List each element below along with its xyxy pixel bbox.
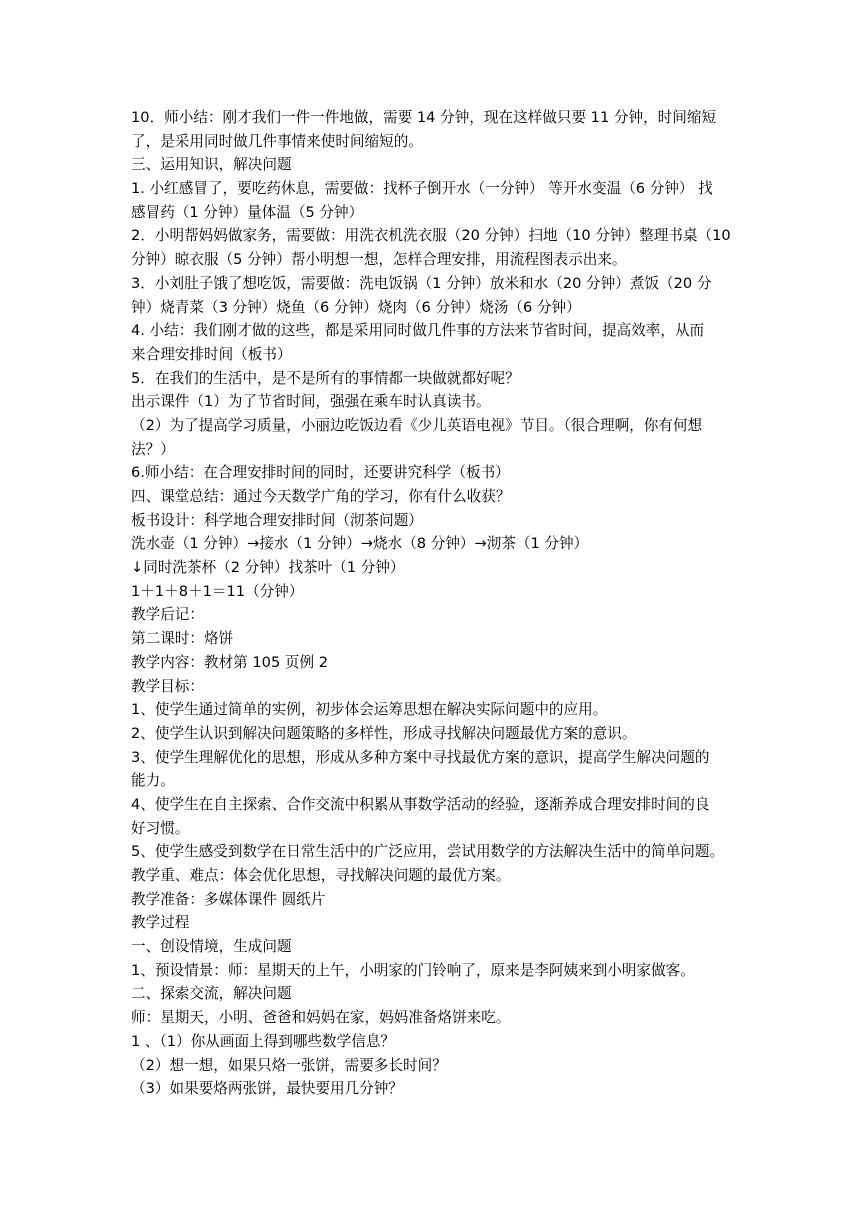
- text-line: 教学过程: [131, 914, 190, 932]
- text-line: 法？）: [131, 440, 175, 458]
- text-line: ↓同时洗茶杯（2 分钟）找茶叶（1 分钟）: [131, 559, 405, 577]
- text-line: 了，是采用同时做几件事情来使时间缩短的。: [131, 132, 423, 150]
- text-line: 5．在我们的生活中，是不是所有的事情都一块做就都好呢？: [131, 369, 520, 387]
- text-line: 感冒药（1 分钟）量体温（5 分钟）: [131, 203, 364, 221]
- text-line: 3、使学生理解优化的思想，形成从多种方案中寻找最优方案的意识，提高学生解决问题的: [131, 748, 710, 766]
- text-line: 教学内容：教材第 105 页例 2: [131, 653, 328, 671]
- text-line: （2）想一想，如果只烙一张饼，需要多长时间？: [131, 1056, 447, 1074]
- text-line: 钟）烧青菜（3 分钟）烧鱼（6 分钟）烧肉（6 分钟）烧汤（6 分钟）: [131, 298, 581, 316]
- text-line: 分钟）晾衣服（5 分钟）帮小明想一想，怎样合理安排，用流程图表示出来。: [131, 251, 627, 269]
- document-body: [131, 106, 736, 1101]
- text-line: 三、运用知识，解决问题: [131, 156, 292, 174]
- text-line: 1、预设情景：师：星期天的上午，小明家的门铃响了，原来是李阿姨来到小明家做客。: [131, 961, 695, 979]
- text-line: 洗水壶（1 分钟）→接水（1 分钟）→烧水（8 分钟）→沏茶（1 分钟）: [131, 535, 589, 553]
- text-line: 来合理安排时间（板书）: [131, 345, 292, 363]
- text-line: 出示课件（1）为了节省时间，强强在乘车时认真读书。: [131, 393, 491, 411]
- text-line: 2、使学生认识到解决问题策略的多样性，形成寻找解决问题最优方案的意识。: [131, 724, 637, 742]
- text-line: 板书设计：科学地合理安排时间（沏茶问题）: [131, 511, 423, 529]
- text-line: 5、使学生感受到数学在日常生活中的广泛应用，尝试用数学的方法解决生活中的简单问题。: [131, 843, 725, 861]
- text-line: 教学准备：多媒体课件 圆纸片: [131, 890, 326, 908]
- text-line: 1 、（1）你从画面上得到哪些数学信息？: [131, 1032, 396, 1050]
- text-line: 教学后记：: [131, 606, 204, 624]
- text-line: 教学目标：: [131, 677, 204, 695]
- text-line: 一、创设情境，生成问题: [131, 938, 292, 956]
- text-line: 1＋1＋8＋1＝11（分钟）: [131, 582, 304, 600]
- text-line: 4. 小结：我们刚才做的这些，都是采用同时做几件事的方法来节省时间，提高效率，从而: [131, 322, 705, 340]
- text-line: 4、使学生在自主探索、合作交流中积累从事数学活动的经验，逐渐养成合理安排时间的良: [131, 795, 710, 813]
- text-line: 3．小刘肚子饿了想吃饭，需要做：洗电饭锅（1 分钟）放米和水（20 分钟）煮饭（20 分: [131, 274, 712, 292]
- text-line: 1、使学生通过简单的实例，初步体会运筹思想在解决实际问题中的应用。: [131, 701, 608, 719]
- text-line: 师：星期天，小明、爸爸和妈妈在家，妈妈准备烙饼来吃。: [131, 1009, 511, 1027]
- text-line: 二、探索交流，解决问题: [131, 985, 292, 1003]
- text-line: 四、课堂总结：通过今天数学广角的学习，你有什么收获？: [131, 488, 511, 505]
- text-line: 10．师小结：刚才我们一件一件地做，需要 14 分钟，现在这样做只要 11 分钟，时间缩短: [131, 109, 717, 126]
- text-line: 6.师小结：在合理安排时间的同时，还要讲究科学（板书）: [131, 464, 510, 482]
- text-line: 2．小明帮妈妈做家务，需要做：用洗衣机洗衣服（20 分钟）扫地（10 分钟）整理书桌（10: [131, 227, 731, 245]
- text-line: （3）如果要烙两张饼，最快要用几分钟？: [131, 1080, 403, 1098]
- text-line: 第二课时：烙饼: [131, 630, 234, 648]
- text-line: 好习惯。: [131, 819, 190, 837]
- text-line: 能力。: [131, 772, 175, 790]
- text-line: （2）为了提高学习质量，小丽边吃饭边看《少儿英语电视》节目。（很合理啊，你有何想: [131, 416, 703, 434]
- text-line: 教学重、难点：体会优化思想，寻找解决问题的最优方案。: [131, 867, 511, 884]
- text-line: 1. 小红感冒了，要吃药休息，需要做：找杯子倒开水（一分钟） 等开水变温（6 分钟） 找: [131, 180, 713, 198]
